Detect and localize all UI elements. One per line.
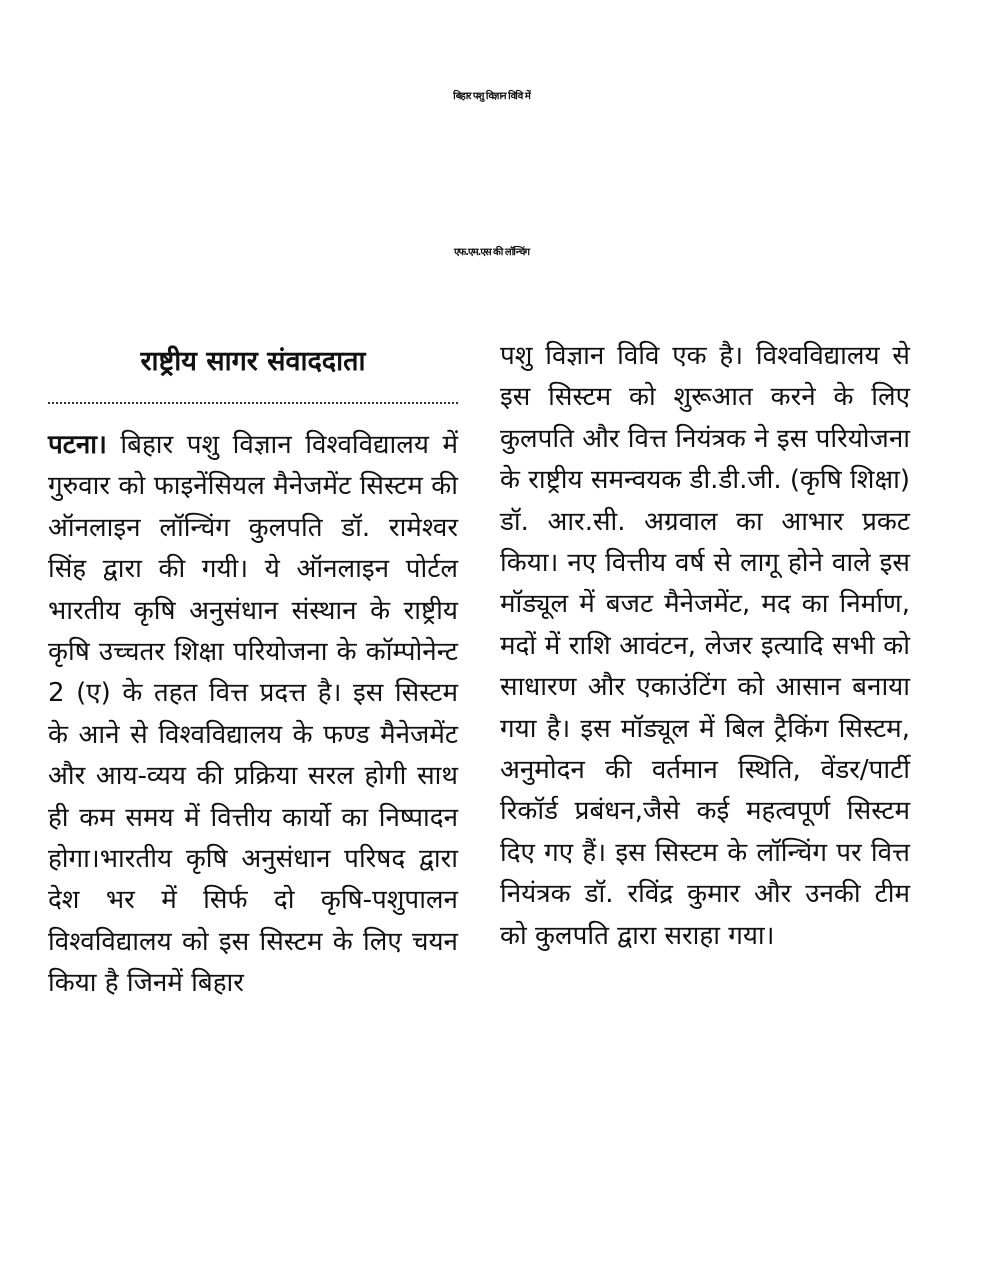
- headline-line-2: एफ.एम.एस की लॉन्चिंग: [454, 247, 529, 258]
- dateline: पटना।: [48, 430, 107, 460]
- byline-divider: [48, 402, 458, 404]
- article-column-left: [48, 425, 458, 1005]
- column-left-text: बिहार पशु विज्ञान विश्वविद्यालय में गुरुवार को फाइनेंसियल मैनेजमेंट सिस्टम की ऑनलाइन लॉन्चिंग कुलपति डॉ. रामेश्वर सिंह द्वारा की गयी। ये ऑनलाइन पोर्टल भारतीय कृषि अनुसंधान संस्थान के राष्ट्रीय कृषि उच्चतर शिक्षा परियोजना के कॉम्पोनेन्ट 2 (ए) के तहत वित्त प्रदत्त है। इस सिस्टम के आने से विश्वविद्यालय के फण्ड मैनेजमेंट और आय-व्यय की प्रक्रिया सरल होगी साथ ही कम समय में वित्तीय कार्यो का निष्पादन होगा।भारतीय कृषि अनुसंधान परिषद द्वारा देश भर में सिर्फ दो कृषि-पशुपालन विश्वविद्यालय को इस सिस्टम के लिए चयन किया है जिनमें बिहार: [48, 430, 458, 999]
- article-column-right: पशु विज्ञान विवि एक है। विश्वविद्यालय से इस सिस्टम को शुरूआत करने के लिए कुलपति और वित्त नियंत्रक ने इस परियोजना के राष्ट्रीय समन्वयक डी.डी.जी. (कृषि शिक्षा) डॉ. आर.सी. अग्रवाल का आभार प्रकट किया। नए वित्तीय वर्ष से लागू होने वाले इस मॉड्यूल में बजट मैनेजमेंट, मद का निर्माण, मदों में राशि आवंटन, लेजर इत्यादि सभी को साधारण और एकाउंटिंग को आसान बनाया गया है। इस मॉड्यूल में बिल ट्रैकिंग सिस्टम, अनुमोदन की वर्तमान स्थिति, वेंडर/पार्टी रिकॉर्ड प्रबंधन,जैसे कई महत्वपूर्ण सिस्टम दिए गए हैं। इस सिस्टम के लॉन्चिंग पर वित्त नियंत्रक डॉ. रविंद्र कुमार और उनकी टीम को कुलपति द्वारा सराहा गया।: [500, 341, 910, 951]
- byline: राष्ट्रीय सागर संवाददाता: [140, 346, 366, 377]
- headline-line-1: बिहार पशु विज्ञान विवि में: [453, 91, 530, 102]
